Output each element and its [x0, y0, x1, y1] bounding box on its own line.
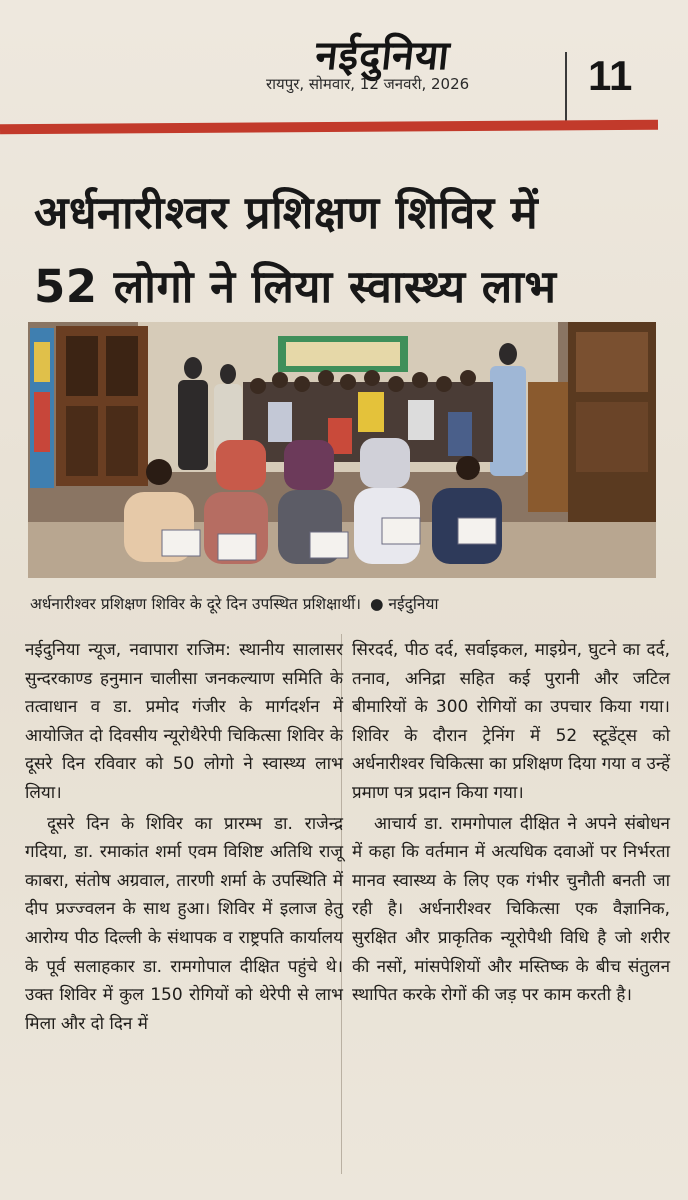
caption-text: अर्धनारीश्वर प्रशिक्षण शिविर के दूरे दिन उपस्थित प्रशिक्षार्थी। — [30, 595, 361, 613]
photo-caption — [30, 592, 630, 614]
group-photo — [28, 322, 656, 578]
caption-credit: ● नईदुनिया — [369, 595, 439, 613]
headline-line-2: 52 लोगो ने लिया स्वास्थ्य लाभ — [34, 260, 557, 313]
headline — [34, 176, 654, 324]
page-number: 11 — [588, 52, 633, 99]
group-photo-illustration — [28, 322, 656, 578]
masthead-divider — [565, 52, 567, 122]
article-paragraph: दूसरे दिन के शिविर का प्रारम्भ डा. राजेन्द्र गदिया, डा. रमाकांत शर्मा एवम विशिष्ट अतिथि राजू काबरा, संतोष अग्रवाल, तारणी शर्मा के उपस्थिति में दीप प्रज्ज्वलन के साथ हुआ। शिविर में इलाज हेतु आरोग्य पीठ दिल्ली के संथापक व राष्ट्रपति कार्यालय के पूर्व सलाहकार डा. रामगोपाल दीक्षित पहुंचे थे। उक्त शिविर में कुल 150 रोगियों को थेरेपी से लाभ मिला और दो दिन में — [25, 813, 343, 1034]
edition-date: रायपुर, सोमवार, 12 जनवरी, 2026 — [266, 75, 470, 93]
newspaper-logo: नईदुनिया — [313, 33, 453, 79]
article-column-left — [25, 636, 343, 1038]
article-paragraph: आचार्य डा. रामगोपाल दीक्षित ने अपने संबोधन में कहा कि वर्तमान में अत्यधिक दवाओं पर निर्भरता मानव स्वास्थ्य के लिए एक गंभीर चुनौती बनती जा रही है। अर्धनारीश्वर चिकित्सा एक वैज्ञानिक, सुरक्षित और प्राकृतिक न्यूरोपैथी विधि है जो शरीर की नसों, मांसपेशियों और मस्तिष्क के बीच संतुलन स्थापित करके रोगों की जड़ पर काम करती है। — [352, 813, 670, 1006]
red-rule — [0, 120, 658, 135]
headline-line-1: अर्धनारीश्वर प्रशिक्षण शिविर में — [34, 186, 539, 239]
article-paragraph: सिरदर्द, पीठ दर्द, सर्वाइकल, माइग्रेन, घुटने का दर्द, तनाव, अनिद्रा सहित कई पुरानी और जटिल बीमारियों के 300 रोगियों का उपचार किया गया। शिविर के दौरान ट्रेनिंग में 52 स्टूडेंट्स को अर्धनारीश्वर चिकित्सा का प्रशिक्षण दिया गया व उन्हें प्रमाण पत्र प्रदान किया गया। — [352, 640, 670, 803]
article-column-right — [352, 636, 670, 1010]
article-paragraph: नईदुनिया न्यूज, नवापारा राजिम: स्थानीय सालासर सुन्दरकाण्ड हनुमान चालीसा जनकल्याण समिति के तत्वाधान व डा. प्रमोद गंजीर के मार्गदर्शन में आयोजित दो दिवसीय न्यूरोथैरेपी चिकित्सा शिविर के दूसरे दिन रविवार को 50 लोगो ने स्वास्थ्य लाभ लिया। — [25, 640, 343, 803]
